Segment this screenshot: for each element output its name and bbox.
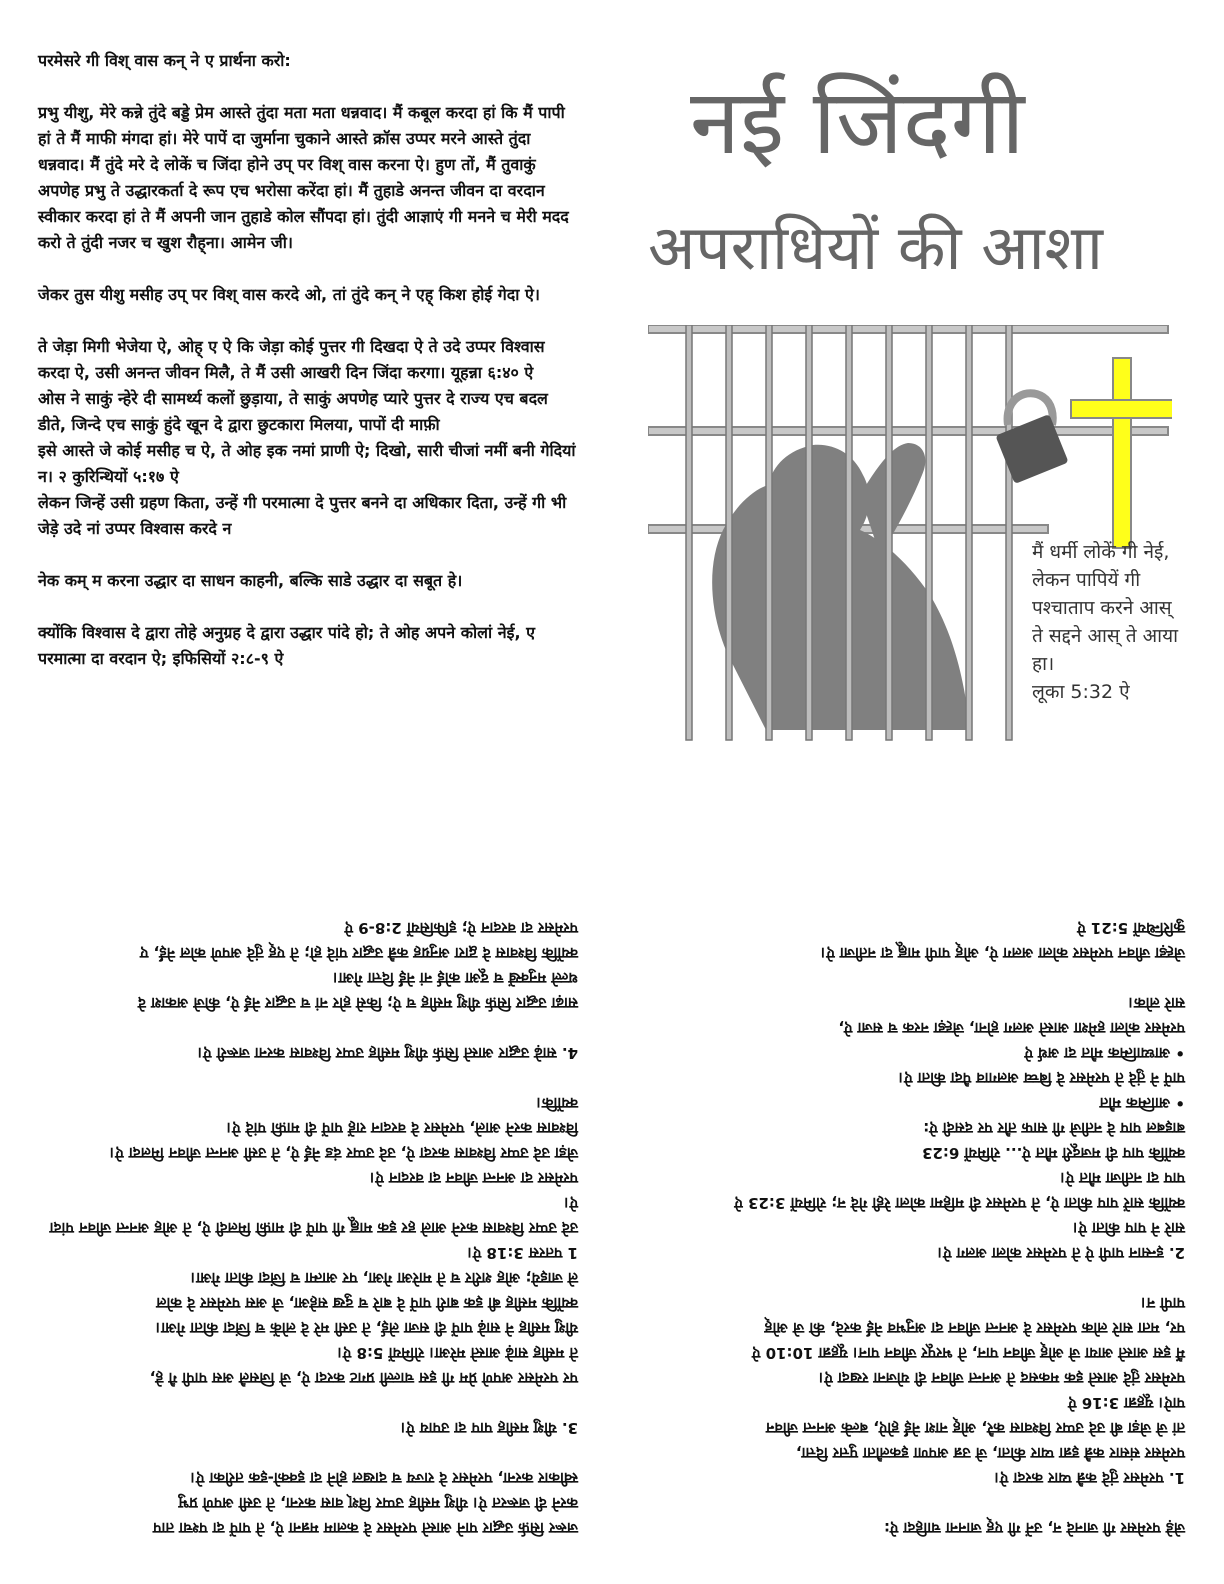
flipped-line: यीशु मसीह ने साढ़े पापें दी सजा लेई, ते उसी मरे दे लोकें च जिंदा कीता गेआ। xyxy=(155,1319,578,1337)
paragraph-ephesians: क्योंकि विश्वास दे द्वारा तोहे अनुग्रह दे द्वारा उद्धार पांदे हो; ते ओह अपने कोलां नेई, ए परमात्मा दा वरदान ऐ; इफिसियों २:८-९ ऐ xyxy=(38,623,535,668)
flipped-line: परमेसर कोला हमेशा आस्ते अलग होना, जेह्ड़ा नरक च सजा ऐ, xyxy=(838,1019,1185,1037)
flipped-line: मैं इस आस्ते आया जे ओह् जीवन पान, ते भरपूर जीवन पान। यूहन्ना 10:10 ऐ xyxy=(752,1344,1185,1362)
flipped-line: पापें ने तुंदे ते परमेसर दे बिच्च अलगाव पैदा कीता ऐ। xyxy=(898,1069,1185,1087)
flipped-line: 1 पतरस 3:18 ऐ। xyxy=(467,1244,578,1262)
paragraph-good-works: नेक कम् म करना उद्धार दा साधन काहनी, बल्कि साडे उद्धार दा सबूत हे। xyxy=(38,571,463,590)
paragraph-john-1-12: लेकन जिन्हें उसी ग्रहण किता, उन्हें गी परमात्मा दे पुत्तर बनने दा अधिकार दिता, उन्हें गी भी जेड़े उदे नां उप्पर विश्वास करदे न xyxy=(38,493,567,538)
flipped-line: • आध्यात्मिक मौत दा अर्थ ऐ xyxy=(1024,1044,1185,1062)
flipped-line: जेड़ा उदे उप्पर विश्वास करदा ऐ, उदे उप्पर दंड नेईं ऐ, ते उसी अनन्त जीवन मिलदा ऐ। xyxy=(109,1144,578,1162)
flipped-line: परमेसर दा वरदान ऐ; इफिसियों 2:8-9 ऐ xyxy=(344,919,578,937)
flipped-line: स्वीकार करना, परमेसर दे राज्य च दाखल होने दा इक्को-इक तरीका ऐ। xyxy=(190,1469,578,1487)
flipped-line: क्योंकि। xyxy=(536,1094,578,1112)
paragraph-john: ते जेड़ा मिगी भेजेया ऐ, ओह् ए ऐ कि जेड़ा कोई पुत्तर गी दिखदा ऐ ते उदे उप्पर विश्वास करदा ऐ, उसी अनन्त जीवन मिलै, ते मैं उसी आखरी दिन जिंदा करगा। यूहन्ना ६:४० ऐ xyxy=(38,337,545,382)
flipped-line xyxy=(38,1440,578,1465)
paragraph-colossians: ओस ने साकुं न्हेरे दी सामर्थ्य कलों छुड़ाया, ते साकुं अपणेह प्यारे पुत्तर दे राज्य एच बदल डीते, जिन्दे एच साकुं हुंदे खून दे द्वारा छुटकारा मिलया, पापों दी माफ़ी xyxy=(38,389,548,434)
flipped-line: क्योंकि मसीह बी इक बारी पापें दे बारे च दुख सहेआ, जे अस परमेसर दे कोल xyxy=(156,1294,578,1312)
flipped-line: विश्वास करने आले, परमेसर दे वरदान राहें पापें दी माफ़ी पांदे ऐ। xyxy=(226,1119,578,1137)
flipped-line: कुरिन्थियों 5:21 ऐ xyxy=(1077,919,1185,937)
flipped-line xyxy=(38,1390,578,1415)
bar xyxy=(1006,325,1012,740)
flipped-line: क्योंकि विश्वास दे द्वारा अनुग्रह कन्नै उद्धार पांदे हो; ते एह् तुंदे अपणे कोल नेईं, ए xyxy=(140,944,578,962)
bar xyxy=(926,325,932,740)
flipped-line: सारे ने पाप कीता ऐ। xyxy=(1072,1219,1185,1237)
cross-icon xyxy=(1071,358,1172,548)
flipped-line: क्योंकि पाप दी मजदूरी मौत ऐ... रोमियों 6:23 xyxy=(922,1144,1185,1162)
flipped-line: बाइबल पाप दे नतीजे गी साफ तौर पर दसदी ऐ: xyxy=(923,1119,1185,1137)
flipped-line: करने दी जरूरत ऐ। यीशु मसीह उप्पर विश् वास करना, ते उसी अपणे प्रभु xyxy=(178,1494,578,1512)
flipped-line: तां जे जेड़ा बी उदे उप्पर विश्वास करै, ओह् नाश नेईं होऐ, बल्के अनन्त जीवन xyxy=(766,1419,1185,1437)
flipped-line: 2. इन्सान पापी ऐ ते परमेसर कोला अलग ऐ। xyxy=(937,1244,1185,1262)
flipped-line: • आत्मिक मौत xyxy=(1099,1094,1185,1112)
flipped-line: पर परमेसर अपणे प्रेम गी इस चाल्ली प्रगट करदा ऐ, जे जिसलै अस पापी गै हे, xyxy=(149,1369,578,1387)
flipped-line xyxy=(38,1015,578,1040)
bottom-left-flipped-panel xyxy=(38,790,578,1540)
flipped-line: पाऐ। यूहन्ना 3:16 ऐ xyxy=(1068,1394,1185,1412)
flipped-line: साढ़ा उद्धार सिर्फ़ यीशु मसीह च ऐ; किसे होर नां च उद्धार नेईं ऐ, कीजे अकाश दे xyxy=(137,994,578,1012)
prayer-heading: परमेसरे गी विश् वास कन् ने ए प्रार्थना करो: xyxy=(38,51,291,70)
flipped-line: जेह्ड़ा जीवन परमेसर कोला अलग ऐ, ओह् पापी माह्नू दा नतीजा ऐ। xyxy=(820,944,1185,962)
flipped-line: परमेसर दा अनन्त जीवन दा वरदान ऐ। xyxy=(369,1169,578,1187)
flipped-line: सारे लोक। xyxy=(1128,994,1185,1012)
flipped-line: ते मसीह साढ़े आस्ते मरेआ। रोमियों 5:8 ऐ। xyxy=(337,1344,578,1362)
bottom-right-flipped-panel xyxy=(640,790,1185,1540)
flipped-line xyxy=(640,965,1185,990)
flipped-line: 3. यीशु मसीह पाप दा उपाय ऐ। xyxy=(400,1419,578,1437)
bar xyxy=(726,325,732,740)
cover-panel xyxy=(630,40,1190,760)
flipped-line: थल्ले मनुक्खें च दूआ कोई नां नेईं दित्ता गेआ। xyxy=(333,969,578,987)
flipped-line: उदे उप्पर विश्वास करने आले हर इक माह्नू गी पापें दी माफ़ी मिलदी ऐ, ते ओह अनन्त जीवन पांदा ऐ। xyxy=(49,1194,578,1237)
bar xyxy=(846,325,852,740)
verse-block xyxy=(1032,538,1182,706)
cover-subtitle: अपराधियों की आशा xyxy=(648,211,1103,284)
verse-reference: लूका 5:32 ऐ xyxy=(1032,681,1130,703)
flipped-line xyxy=(640,1265,1185,1290)
flipped-line: क्योंकि सारें पाप कीता ऐ, ते परमेसर दी महिमा कोला रेही गेदे न; रोमियों 3:23 ऐ xyxy=(734,1194,1185,1212)
flipped-line: 1. परमेसर तुंदे कन्नै प्यार करदा ऐ। xyxy=(994,1469,1185,1487)
flipped-line: पापी न। xyxy=(1140,1294,1185,1312)
verse-text: मैं धर्मी लोकें गी नेई, लेकन पापियें गी पश्चाताप करने आस् ते सद्दने आस् ते आया हा। xyxy=(1032,541,1179,675)
flipped-line: ले जाइये; ओह शरीर च ते मारेआ गेआ, पर आत्मा च जिंदा कीता गेआ। xyxy=(190,1269,578,1287)
flipped-line: परमेसर संसार कन्नै इन्ना प्यार कीता, जे उन्न अपणा इकलौता पुत्तर दित्ता, xyxy=(795,1444,1185,1462)
cover-title: नई जिंदगी xyxy=(690,70,1025,175)
flipped-line: पाप दा नतीजा मौत ऐ। xyxy=(1060,1169,1185,1187)
flipped-line: परमेसर तुंदे आस्ते इक मकसद ते अनन्त जीवन दी योजना रखदा ऐ। xyxy=(818,1369,1185,1387)
bar xyxy=(966,325,972,740)
flipped-line: पर, मता सारे लोक परमेसर दे अनन्त जीवन दा अनुभव नेईं करदे, की जे ओह् xyxy=(764,1319,1185,1337)
flipped-line: जेड़े परमेसर गी जानदे न, उनें गी एह् जानना चाहिदा ऐ: xyxy=(883,1519,1185,1537)
flipped-line xyxy=(640,1490,1185,1515)
prayer-text: प्रभु यीशु, मेरे कन्ने तुंदे बड्डे प्रेम आस्ते तुंदा मता मता धन्नवाद। मैं कबूल करदा हां कि मैं पापी हां ते मैं माफी मंगदा हां। मेरे पापें दा जुर्माना चुकाने आस्ते क्रॉस उप्पर मरने आस्ते तुंदा धन्नवाद। मैं तुंदे मरे दे लोकें च जिंदा होने उप् पर विश् वास करना ऐ। हुण तों, मैं तुवाकुं अपणेह प्रभु ते उद्धारकर्ता दे रूप एच भरोसा करेंदा हां। मैं तुहाडे अनन्त जीवन दा वरदान स्वीकार करदा हां ते मैं अपनी जान तुहाडे कोल सौंपदा हां। तुंदी आज्ञाएं गी मनने च मेरी मदद करो ते तुंदी नजर च खुश रौह्‌ना। आमेन जी। xyxy=(38,103,569,252)
bar xyxy=(766,325,772,740)
bar xyxy=(886,325,892,740)
paragraph-corinthians: इसे आस्ते जे कोई मसीह च ऐ, ते ओह इक नमां प्राणी ऐ; दिखो, सारी चीजां नमीं बनी गेदियां न। २ कुरिन्थियों ५:१७ ऐ xyxy=(38,441,576,486)
flipped-line: जरूर सिर्फ़ उद्धार पाने आस्ते परमेसर दे कलाम मन्नना ऐ, ते पापें दा पश्चा ताप xyxy=(152,1519,578,1537)
paragraph-belief: जेकर तुस यीशु मसीह उप् पर विश् वास करदे ओ, तां तुंदे कन् ने एह् किश होई गेदा ऐ। xyxy=(38,285,540,304)
flipped-line xyxy=(38,1065,578,1090)
flipped-line: 4. साढ़े उद्धार आस्ते सिर्फ़ यीशु मसीह उप्पर विश्वास करना जरूरी ऐ। xyxy=(197,1044,578,1062)
bar xyxy=(686,325,692,740)
left-top-panel xyxy=(38,48,578,672)
bar xyxy=(806,325,812,740)
